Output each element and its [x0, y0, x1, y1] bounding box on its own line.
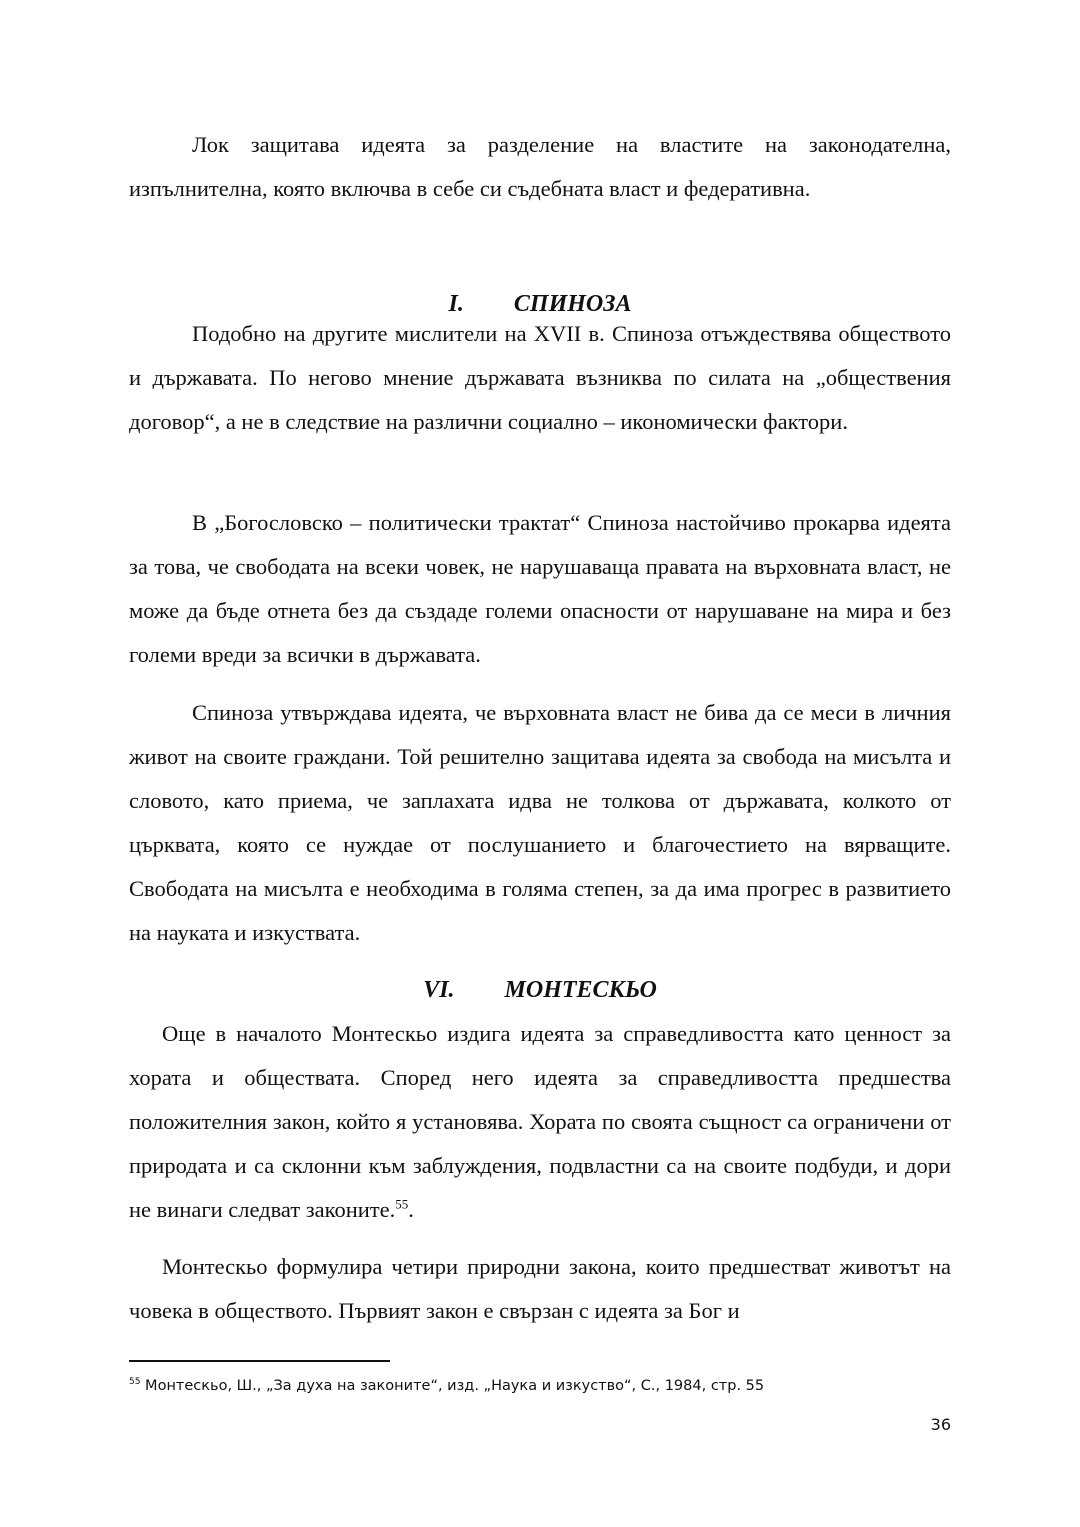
section-title: СПИНОЗА	[513, 291, 632, 317]
section-number: I.	[448, 291, 464, 317]
paragraph-spinoza-treatise: В „Богословско – политически трактат“ Спиноза настойчиво прокарва идеята за това, че свободата на всеки човек, не нарушаваща правата на върховната власт, не може да бъде отнета без да създаде големи опасности от нарушаване на мира и без големи вреди за всички в държавата.	[129, 510, 951, 667]
footnote-marker: 55	[129, 1377, 141, 1388]
paragraph-end-period: .	[408, 1197, 414, 1222]
section-number: VI.	[423, 977, 455, 1003]
page-number: 36	[930, 1415, 951, 1434]
footnote	[129, 1376, 951, 1396]
paragraph-montesquieu-justice	[129, 1012, 951, 1232]
section-heading-montesquieu	[129, 975, 951, 1005]
footnote-reference[interactable]: 55	[395, 1196, 409, 1212]
paragraph-spinoza-society-state: Подобно на другите мислители на XVII в. Спиноза отъждествява обществото и държавата. По негово мнение държавата възниква по силата на „обществения договор“, а не в следствие на различни социално – икономически фактори.	[129, 321, 951, 434]
paragraph-spinoza-freedom-of-thought: Спиноза утвърждава идеята, че върховната власт не бива да се меси в личния живот на своите граждани. Той решително защитава идеята за свобода на мисълта и словото, като приема, че заплахата идва не толкова от държавата, колкото от църквата, която се нуждае от послушанието и благочестието на вярващите. Свободата на мисълта е необходима в голяма степен, за да има прогрес в развитието на науката и изкуствата.	[129, 700, 951, 945]
section-title: МОНТЕСКЬО	[504, 977, 657, 1003]
paragraph-montesquieu-natural-laws: Монтескьо формулира четири природни закона, които предшестват животът на човека в обществото. Първият закон е свързан с идеята за Бог и	[129, 1254, 951, 1323]
footnote-separator	[129, 1360, 390, 1362]
footnote-text: Монтескьо, Ш., „За духа на законите“, изд. „Наука и изкуство“, С., 1984, стр. 55	[140, 1378, 765, 1394]
paragraph-text: Още в началото Монтескьо издига идеята за справедливостта като ценност за хората и обществата. Според него идеята за справедливостта предшества положителния закон, който я установява. Хората по своята същност са ограничени от природата и са склонни към заблуждения, подвластни са на своите подбуди, и дори не винаги следват законите.	[129, 1021, 951, 1222]
paragraph-locke-separation-of-powers: Лок защитава идеята за разделение на властите на законодателна, изпълнителна, която включва в себе си съдебната власт и федеративна.	[129, 132, 951, 201]
